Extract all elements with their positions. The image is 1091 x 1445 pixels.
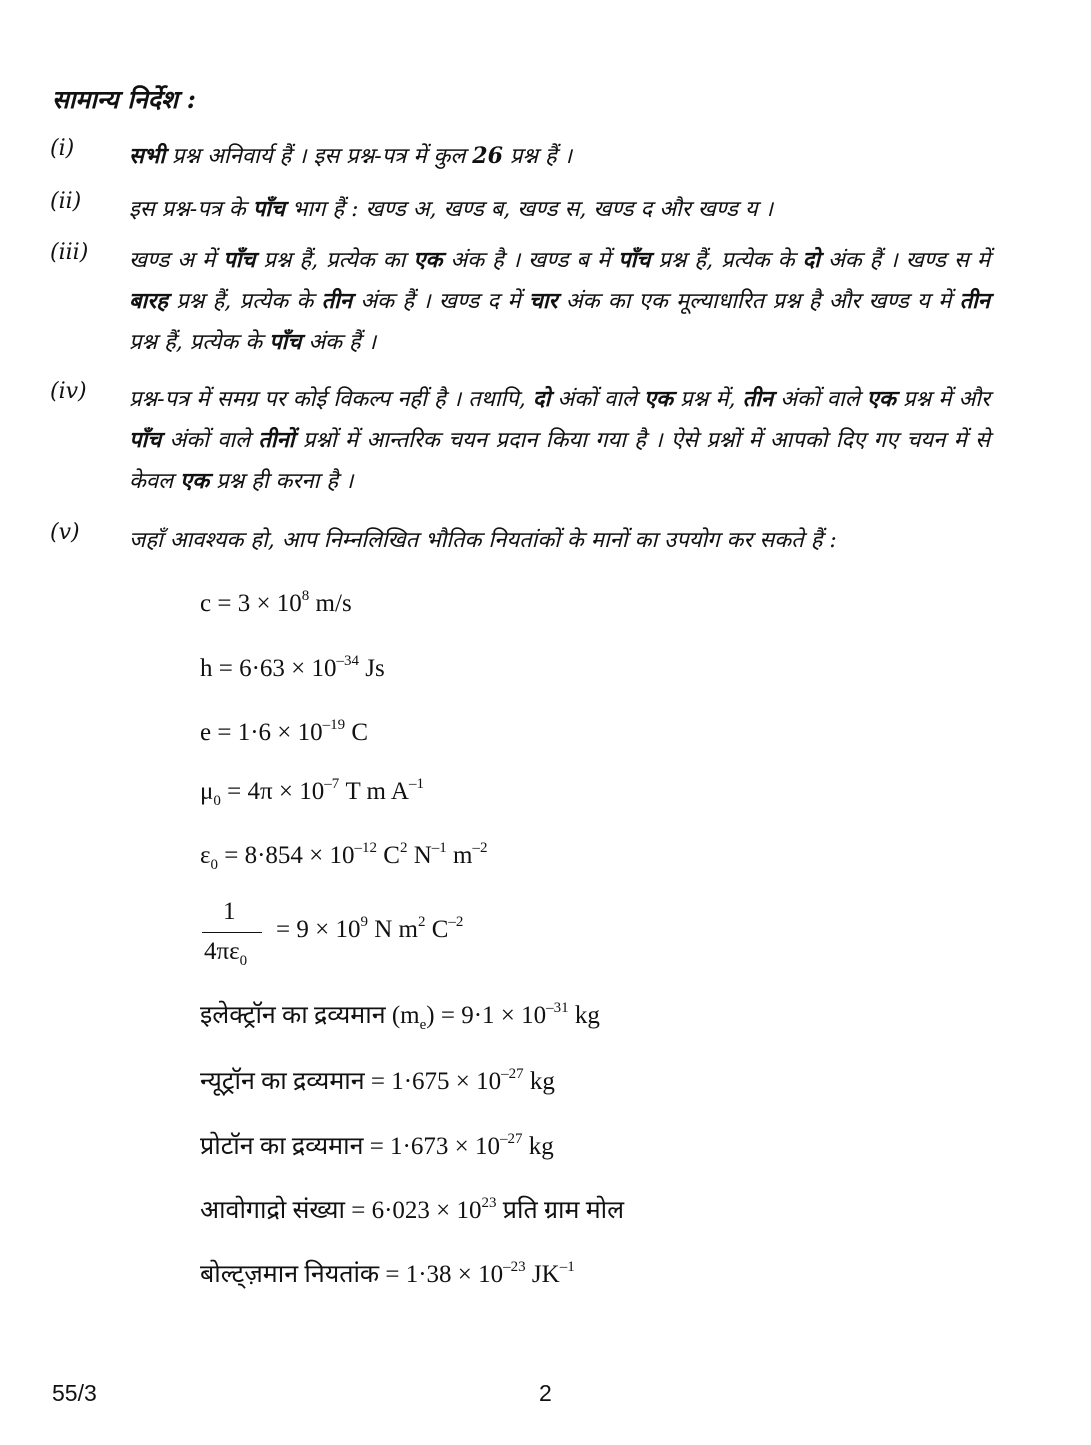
instruction-item	[50, 189, 990, 230]
instruction-text: प्रश्न-पत्र में समग्र पर कोई विकल्प नहीं है । तथापि, दो अंकों वाले एक प्रश्न में, तीन अंकों वाले एक प्रश्न में और पाँच अंकों वाले तीनों प्रश्नों में आन्तरिक चयन प्रदान किया गया है । ऐसे प्रश्नों में आपको दिए गए चयन में से केवल एक प्रश्न ही करना है ।	[129, 386, 990, 494]
constant-avogadro: आवोगाद्रो संख्या = $6\cdot 023 \times 10^{23}$ प्रति ग्राम मोल	[200, 1195, 625, 1224]
instruction-text: सभी प्रश्न अनिवार्य हैं । इस प्रश्न-पत्र में कुल 26 प्रश्न हैं ।	[129, 143, 572, 169]
instruction-number: (ii)	[50, 189, 82, 214]
instruction-item	[50, 136, 990, 177]
coulomb-value: = $9 \times 10^9$ N $m^2$ $C^{-2}$	[276, 914, 464, 943]
instruction-text: खण्ड अ में पाँच प्रश्न हैं, प्रत्येक का एक अंक है । खण्ड ब में पाँच प्रश्न हैं, प्रत्येक के दो अंक हैं । खण्ड स में बारह प्रश्न हैं, प्रत्येक के तीन अंक हैं । खण्ड द में चार अंक का एक मूल्याधारित प्रश्न है और खण्ड य में तीन प्रश्न हैं, प्रत्येक के पाँच अंक हैं ।	[129, 247, 991, 355]
constant-permittivity: $\varepsilon_0 = 8\cdot 854 \times 10^{-12}$ $C^2$ $N^{-1}$ $m^{-2}$	[200, 840, 488, 873]
fraction-denominator: $4\pi\varepsilon_0$	[204, 938, 248, 969]
constant-permeability: $\mu_0 = 4\pi \times 10^{-7}$ T m $A^{-1}$	[200, 776, 424, 809]
paper-code: 55/3	[52, 1380, 97, 1406]
instruction-number: (v)	[50, 520, 80, 545]
constant-speed-of-light: $c = 3 \times 10^8$ m/s	[200, 588, 352, 617]
instruction-text: जहाँ आवश्यक हो, आप निम्नलिखित भौतिक नियतांकों के मानों का उपयोग कर सकते हैं :	[129, 528, 837, 553]
instruction-number: (i)	[50, 136, 75, 161]
instruction-item	[50, 520, 990, 561]
fraction-bar	[202, 932, 262, 933]
constant-electron-mass: इलेक्ट्रॉन का द्रव्यमान $(m_e) = 9\cdot 1 \times 10^{-31}$ kg	[200, 1000, 600, 1033]
constant-boltzmann: बोल्ट्ज़मान नियतांक = $1\cdot 38 \times 10^{-23}$ $JK^{-1}$	[200, 1259, 575, 1288]
general-instructions-heading: सामान्य निर्देश :	[52, 85, 196, 114]
constant-neutron-mass: न्यूट्रॉन का द्रव्यमान = $1\cdot 675 \times 10^{-27}$ kg	[200, 1066, 555, 1095]
instruction-item	[50, 379, 990, 502]
fraction-numerator: 1	[223, 898, 236, 925]
instruction-number: (iii)	[50, 240, 89, 265]
constant-electron-charge: $e = 1\cdot 6 \times 10^{-19}$ C	[200, 717, 369, 746]
instruction-item	[50, 240, 990, 363]
constant-proton-mass: प्रोटॉन का द्रव्यमान = $1\cdot 673 \times 10^{-27}$ kg	[200, 1131, 554, 1160]
instruction-number: (iv)	[50, 379, 87, 404]
page-number: 2	[539, 1380, 552, 1406]
constant-planck: $h = 6\cdot 63 \times 10^{-34}$ Js	[200, 653, 385, 682]
instruction-text: इस प्रश्न-पत्र के पाँच भाग हैं : खण्ड अ, खण्ड ब, खण्ड स, खण्ड द और खण्ड य ।	[129, 196, 774, 222]
